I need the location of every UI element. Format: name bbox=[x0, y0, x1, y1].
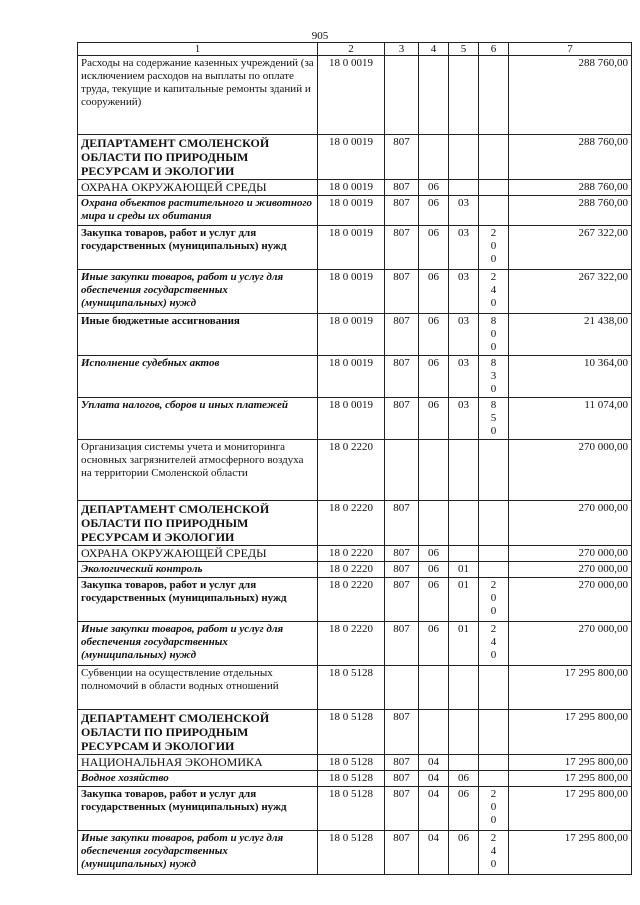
row-rz-cell: 06 bbox=[419, 578, 449, 622]
table-row bbox=[78, 578, 632, 622]
row-rz-cell: 06 bbox=[419, 314, 449, 356]
row-gr-cell: 807 bbox=[385, 196, 419, 226]
row-vr-cell bbox=[479, 562, 509, 578]
row-vr-cell: 800 bbox=[479, 314, 509, 356]
row-sum-cell: 270 000,00 bbox=[509, 440, 632, 501]
row-rz-cell bbox=[419, 440, 449, 501]
budget-table-body bbox=[78, 43, 632, 875]
row-rz-cell: 06 bbox=[419, 196, 449, 226]
row-name-cell: Иные закупки товаров, работ и услуг для обеспечения государственных (муниципальных) нужд bbox=[78, 270, 318, 314]
row-vr-cell bbox=[479, 180, 509, 196]
row-csr-cell: 18 0 2220 bbox=[318, 562, 385, 578]
row-sum-cell: 17 295 800,00 bbox=[509, 755, 632, 771]
row-pr-cell: 01 bbox=[449, 622, 479, 666]
row-rz-cell bbox=[419, 135, 449, 180]
header-cell-rz: 4 bbox=[419, 43, 449, 56]
table-row bbox=[78, 398, 632, 440]
row-sum-cell: 270 000,00 bbox=[509, 622, 632, 666]
row-gr-cell: 807 bbox=[385, 755, 419, 771]
row-name-cell: Субвенции на осуществление отдельных полномочий в области водных отношений bbox=[78, 666, 318, 710]
row-name-cell: ДЕПАРТАМЕНТ СМОЛЕНСКОЙ ОБЛАСТИ ПО ПРИРОДНЫМ РЕСУРСАМ И ЭКОЛОГИИ bbox=[78, 501, 318, 546]
row-vr-cell: 830 bbox=[479, 356, 509, 398]
row-rz-cell: 06 bbox=[419, 622, 449, 666]
row-name-cell: Водное хозяйство bbox=[78, 771, 318, 787]
row-gr-cell: 807 bbox=[385, 226, 419, 270]
row-name-cell: Иные закупки товаров, работ и услуг для обеспечения государственных (муниципальных) нужд bbox=[78, 831, 318, 875]
row-vr-cell bbox=[479, 56, 509, 135]
row-sum-cell: 17 295 800,00 bbox=[509, 787, 632, 831]
header-row bbox=[78, 43, 632, 56]
table-row bbox=[78, 831, 632, 875]
row-name-cell: Иные закупки товаров, работ и услуг для обеспечения государственных (муниципальных) нужд bbox=[78, 622, 318, 666]
row-pr-cell: 01 bbox=[449, 562, 479, 578]
table-row bbox=[78, 755, 632, 771]
row-name-cell: Закупка товаров, работ и услуг для государственных (муниципальных) нужд bbox=[78, 578, 318, 622]
row-csr-cell: 18 0 0019 bbox=[318, 56, 385, 135]
table-row bbox=[78, 135, 632, 180]
row-csr-cell: 18 0 5128 bbox=[318, 710, 385, 755]
row-gr-cell: 807 bbox=[385, 710, 419, 755]
row-pr-cell bbox=[449, 666, 479, 710]
row-sum-cell: 288 760,00 bbox=[509, 180, 632, 196]
row-csr-cell: 18 0 5128 bbox=[318, 831, 385, 875]
table-row bbox=[78, 666, 632, 710]
row-pr-cell: 03 bbox=[449, 196, 479, 226]
row-name-cell: Исполнение судебных актов bbox=[78, 356, 318, 398]
row-gr-cell: 807 bbox=[385, 562, 419, 578]
row-gr-cell: 807 bbox=[385, 578, 419, 622]
row-gr-cell: 807 bbox=[385, 787, 419, 831]
row-csr-cell: 18 0 5128 bbox=[318, 755, 385, 771]
row-csr-cell: 18 0 2220 bbox=[318, 440, 385, 501]
row-rz-cell bbox=[419, 710, 449, 755]
row-vr-cell: 200 bbox=[479, 787, 509, 831]
row-pr-cell: 06 bbox=[449, 787, 479, 831]
table-row bbox=[78, 356, 632, 398]
table-row bbox=[78, 180, 632, 196]
row-name-cell: Расходы на содержание казенных учреждений (за исключением расходов на выплаты по оплате труда, текущие и капитальные ремонты зданий и сооружений) bbox=[78, 56, 318, 135]
row-pr-cell bbox=[449, 710, 479, 755]
row-csr-cell: 18 0 2220 bbox=[318, 622, 385, 666]
row-name-cell: Охрана объектов растительного и животного мира и среды их обитания bbox=[78, 196, 318, 226]
row-vr-cell bbox=[479, 710, 509, 755]
row-gr-cell: 807 bbox=[385, 314, 419, 356]
row-csr-cell: 18 0 2220 bbox=[318, 578, 385, 622]
row-pr-cell: 03 bbox=[449, 270, 479, 314]
row-gr-cell bbox=[385, 56, 419, 135]
header-cell-gr: 3 bbox=[385, 43, 419, 56]
row-rz-cell: 06 bbox=[419, 398, 449, 440]
header-cell-name: 1 bbox=[78, 43, 318, 56]
row-rz-cell bbox=[419, 56, 449, 135]
row-vr-cell: 850 bbox=[479, 398, 509, 440]
row-sum-cell: 270 000,00 bbox=[509, 562, 632, 578]
table-row bbox=[78, 546, 632, 562]
row-pr-cell: 01 bbox=[449, 578, 479, 622]
row-name-cell: Организация системы учета и мониторинга основных загрязнителей атмосферного воздуха на территории Смоленской области bbox=[78, 440, 318, 501]
row-vr-cell bbox=[479, 440, 509, 501]
header-cell-csr: 2 bbox=[318, 43, 385, 56]
row-name-cell: Уплата налогов, сборов и иных платежей bbox=[78, 398, 318, 440]
row-rz-cell: 04 bbox=[419, 771, 449, 787]
row-csr-cell: 18 0 0019 bbox=[318, 226, 385, 270]
table-row bbox=[78, 56, 632, 135]
row-vr-cell: 200 bbox=[479, 578, 509, 622]
row-name-cell: ОХРАНА ОКРУЖАЮЩЕЙ СРЕДЫ bbox=[78, 546, 318, 562]
row-gr-cell: 807 bbox=[385, 546, 419, 562]
table-row bbox=[78, 196, 632, 226]
row-sum-cell: 11 074,00 bbox=[509, 398, 632, 440]
row-vr-cell bbox=[479, 546, 509, 562]
row-gr-cell bbox=[385, 440, 419, 501]
row-rz-cell: 06 bbox=[419, 270, 449, 314]
row-gr-cell: 807 bbox=[385, 831, 419, 875]
row-sum-cell: 17 295 800,00 bbox=[509, 710, 632, 755]
row-csr-cell: 18 0 0019 bbox=[318, 356, 385, 398]
row-gr-cell: 807 bbox=[385, 356, 419, 398]
row-sum-cell: 270 000,00 bbox=[509, 578, 632, 622]
table-row bbox=[78, 562, 632, 578]
row-pr-cell bbox=[449, 180, 479, 196]
row-sum-cell: 17 295 800,00 bbox=[509, 666, 632, 710]
row-sum-cell: 270 000,00 bbox=[509, 501, 632, 546]
row-sum-cell: 288 760,00 bbox=[509, 135, 632, 180]
table-row bbox=[78, 440, 632, 501]
row-vr-cell: 240 bbox=[479, 622, 509, 666]
row-pr-cell: 03 bbox=[449, 356, 479, 398]
row-sum-cell: 21 438,00 bbox=[509, 314, 632, 356]
row-rz-cell: 04 bbox=[419, 831, 449, 875]
row-rz-cell bbox=[419, 501, 449, 546]
row-pr-cell: 03 bbox=[449, 314, 479, 356]
row-gr-cell: 807 bbox=[385, 771, 419, 787]
row-vr-cell bbox=[479, 771, 509, 787]
row-sum-cell: 288 760,00 bbox=[509, 196, 632, 226]
row-name-cell: Закупка товаров, работ и услуг для государственных (муниципальных) нужд bbox=[78, 226, 318, 270]
row-pr-cell bbox=[449, 135, 479, 180]
row-vr-cell bbox=[479, 135, 509, 180]
row-csr-cell: 18 0 5128 bbox=[318, 666, 385, 710]
row-pr-cell: 03 bbox=[449, 398, 479, 440]
row-rz-cell: 04 bbox=[419, 787, 449, 831]
row-csr-cell: 18 0 0019 bbox=[318, 135, 385, 180]
row-pr-cell bbox=[449, 56, 479, 135]
row-csr-cell: 18 0 0019 bbox=[318, 398, 385, 440]
row-rz-cell: 06 bbox=[419, 546, 449, 562]
header-cell-vr: 6 bbox=[479, 43, 509, 56]
row-vr-cell: 200 bbox=[479, 226, 509, 270]
row-sum-cell: 17 295 800,00 bbox=[509, 771, 632, 787]
row-sum-cell: 10 364,00 bbox=[509, 356, 632, 398]
row-gr-cell: 807 bbox=[385, 135, 419, 180]
row-pr-cell bbox=[449, 501, 479, 546]
row-rz-cell: 06 bbox=[419, 562, 449, 578]
table-row bbox=[78, 771, 632, 787]
row-csr-cell: 18 0 2220 bbox=[318, 546, 385, 562]
row-gr-cell bbox=[385, 666, 419, 710]
row-sum-cell: 267 322,00 bbox=[509, 270, 632, 314]
row-sum-cell: 288 760,00 bbox=[509, 56, 632, 135]
row-csr-cell: 18 0 0019 bbox=[318, 180, 385, 196]
table-row bbox=[78, 314, 632, 356]
row-name-cell: Иные бюджетные ассигнования bbox=[78, 314, 318, 356]
table-row bbox=[78, 787, 632, 831]
row-vr-cell: 240 bbox=[479, 831, 509, 875]
row-sum-cell: 270 000,00 bbox=[509, 546, 632, 562]
row-csr-cell: 18 0 0019 bbox=[318, 270, 385, 314]
row-vr-cell bbox=[479, 501, 509, 546]
row-vr-cell bbox=[479, 196, 509, 226]
row-pr-cell bbox=[449, 755, 479, 771]
row-gr-cell: 807 bbox=[385, 622, 419, 666]
row-rz-cell: 06 bbox=[419, 226, 449, 270]
row-name-cell: ОХРАНА ОКРУЖАЮЩЕЙ СРЕДЫ bbox=[78, 180, 318, 196]
row-sum-cell: 267 322,00 bbox=[509, 226, 632, 270]
row-rz-cell: 04 bbox=[419, 755, 449, 771]
row-name-cell: Экологический контроль bbox=[78, 562, 318, 578]
row-pr-cell: 06 bbox=[449, 831, 479, 875]
row-name-cell: Закупка товаров, работ и услуг для государственных (муниципальных) нужд bbox=[78, 787, 318, 831]
row-gr-cell: 807 bbox=[385, 180, 419, 196]
row-gr-cell: 807 bbox=[385, 398, 419, 440]
table-row bbox=[78, 270, 632, 314]
row-gr-cell: 807 bbox=[385, 501, 419, 546]
row-vr-cell bbox=[479, 666, 509, 710]
table-row bbox=[78, 501, 632, 546]
row-rz-cell: 06 bbox=[419, 180, 449, 196]
table-row bbox=[78, 226, 632, 270]
budget-table bbox=[77, 42, 632, 875]
row-rz-cell: 06 bbox=[419, 356, 449, 398]
row-csr-cell: 18 0 2220 bbox=[318, 501, 385, 546]
row-rz-cell bbox=[419, 666, 449, 710]
row-csr-cell: 18 0 0019 bbox=[318, 196, 385, 226]
row-csr-cell: 18 0 5128 bbox=[318, 771, 385, 787]
row-csr-cell: 18 0 0019 bbox=[318, 314, 385, 356]
table-row bbox=[78, 622, 632, 666]
row-pr-cell bbox=[449, 546, 479, 562]
row-pr-cell: 03 bbox=[449, 226, 479, 270]
table-row bbox=[78, 710, 632, 755]
row-vr-cell: 240 bbox=[479, 270, 509, 314]
row-pr-cell bbox=[449, 440, 479, 501]
row-name-cell: НАЦИОНАЛЬНАЯ ЭКОНОМИКА bbox=[78, 755, 318, 771]
row-csr-cell: 18 0 5128 bbox=[318, 787, 385, 831]
page-number: 905 bbox=[311, 30, 329, 42]
header-cell-pr: 5 bbox=[449, 43, 479, 56]
row-name-cell: ДЕПАРТАМЕНТ СМОЛЕНСКОЙ ОБЛАСТИ ПО ПРИРОДНЫМ РЕСУРСАМ И ЭКОЛОГИИ bbox=[78, 135, 318, 180]
row-vr-cell bbox=[479, 755, 509, 771]
row-name-cell: ДЕПАРТАМЕНТ СМОЛЕНСКОЙ ОБЛАСТИ ПО ПРИРОДНЫМ РЕСУРСАМ И ЭКОЛОГИИ bbox=[78, 710, 318, 755]
header-cell-sum: 7 bbox=[509, 43, 632, 56]
row-pr-cell: 06 bbox=[449, 771, 479, 787]
row-sum-cell: 17 295 800,00 bbox=[509, 831, 632, 875]
row-gr-cell: 807 bbox=[385, 270, 419, 314]
